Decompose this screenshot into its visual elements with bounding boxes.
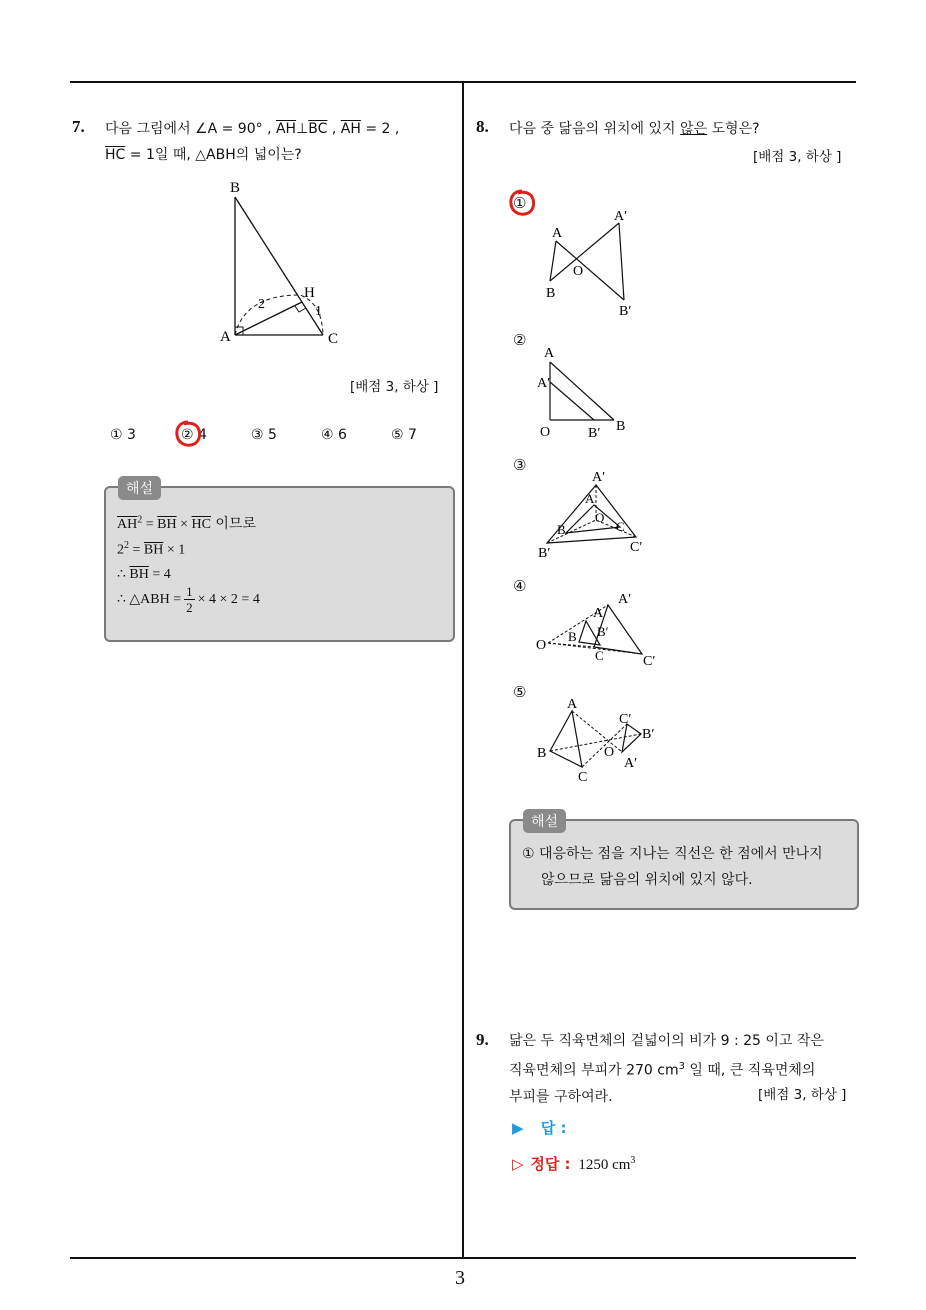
q9-answer-row: [512, 1117, 772, 1138]
q7-solution-line1: $\overline{AH}^2 = \overline{BH} \times \overline{HC}$ 이므로: [117, 514, 256, 532]
svg-text:C′: C′: [630, 540, 643, 555]
svg-text:A: A: [544, 346, 555, 361]
q8-fig3: [530, 465, 655, 565]
q8-solution-line2: 않으므로 닮음의 위치에 있지 않다.: [541, 872, 753, 888]
q8-fig2: [530, 340, 640, 440]
q8-solution-tag: 해설: [523, 809, 566, 833]
svg-text:B: B: [616, 419, 626, 434]
q8-option-4-mark[interactable]: ④: [513, 577, 527, 595]
q9-correct-answer-row: ▷ 정답 : 1250 $cm^3$: [512, 1155, 636, 1173]
q9-correct-value: 1250 cm: [578, 1157, 631, 1173]
q8-option-1-mark[interactable]: ①: [513, 194, 527, 212]
svg-text:C′: C′: [643, 654, 656, 669]
q8-fig4: [530, 585, 660, 675]
q8-number: 8.: [476, 117, 489, 136]
q8-score: [배점 3, 하상 ]: [753, 149, 842, 165]
q7-score: [배점 3, 하상 ]: [350, 379, 439, 395]
svg-text:B′: B′: [619, 304, 632, 319]
svg-text:B′: B′: [538, 546, 551, 561]
q9-correct-label: 정답 :: [530, 1155, 571, 1173]
svg-text:O: O: [595, 510, 605, 525]
svg-text:A: A: [593, 606, 604, 621]
q8-solution-line1: ① 대응하는 점을 지나는 직선은 한 점에서 만나지: [522, 846, 823, 862]
svg-text:A: A: [585, 491, 595, 506]
q9-line1: 닮은 두 직육면체의 겉넓이의 비가 9 : 25 이고 작은: [509, 1033, 824, 1049]
bottom-rule: [70, 1257, 856, 1259]
q7-choice-1[interactable]: ① 3: [110, 427, 136, 443]
q7-label-B: B: [230, 180, 241, 196]
svg-text:A′: A′: [624, 756, 638, 771]
q7-solution-box: [104, 486, 455, 642]
q8-fig5: [530, 695, 665, 790]
svg-text:A′: A′: [537, 376, 551, 391]
svg-text:B: B: [557, 522, 566, 537]
svg-text:C: C: [595, 648, 604, 663]
svg-text:C: C: [616, 519, 625, 534]
q7-selected-mark: [172, 418, 204, 450]
q9-line2: 직육면체의 부피가 270 $cm^3$ 일 때, 큰 직육면체의: [509, 1061, 816, 1079]
column-divider: [462, 83, 464, 1258]
q7-choice-3[interactable]: ③ 5: [251, 427, 277, 443]
q7-label-C: C: [328, 331, 339, 347]
q7-label-A: A: [220, 329, 231, 345]
q7-triangle-figure: [200, 175, 360, 355]
q7-choice-4[interactable]: ④ 6: [321, 427, 347, 443]
q7-number: 7.: [72, 117, 85, 136]
svg-text:B: B: [537, 746, 547, 761]
q8-fig1: [540, 205, 650, 320]
svg-text:A: A: [552, 226, 563, 241]
q9-score: [배점 3, 하상 ]: [758, 1087, 847, 1103]
page-number: 3: [455, 1267, 465, 1289]
q9-answer-label: 답 :: [540, 1119, 567, 1137]
q9-number: 9.: [476, 1030, 489, 1049]
q7-label-len-1: 1: [315, 304, 322, 319]
svg-text:C′: C′: [619, 712, 632, 727]
q8-question-text: 다음 중 닮음의 위치에 있지 않은 도형은?: [509, 121, 760, 137]
svg-text:B: B: [546, 286, 556, 301]
q7-line1: 다음 그림에서 ∠A = 90° , $\overline{AH}\perp\overline{BC}$ , $\overline{AH} = 2$ ,: [105, 121, 400, 137]
q8-option-5-mark[interactable]: ⑤: [513, 683, 527, 701]
svg-text:B: B: [568, 629, 577, 644]
q7-label-H: H: [304, 285, 315, 301]
q7-solution-line2: $2^2 = \overline{BH} \times 1$: [117, 540, 186, 558]
correct-arrow-icon: ▷: [512, 1155, 524, 1173]
q8-option-3-mark[interactable]: ③: [513, 456, 527, 474]
svg-text:A′: A′: [614, 209, 628, 224]
q7-choice-2[interactable]: ② 4: [181, 427, 207, 443]
q7-line2: $\overline{HC} = 1$일 때, △ABH의 넓이는?: [105, 147, 302, 163]
svg-text:C: C: [578, 770, 588, 785]
q8-selected-mark: [506, 187, 538, 219]
q8-option-2-mark[interactable]: ②: [513, 331, 527, 349]
svg-text:O: O: [536, 638, 547, 653]
q7-solution-line3: ∴ $\overline{BH} = 4$: [117, 567, 171, 582]
q7-question-text: [105, 116, 445, 168]
q9-line3: 부피를 구하여라.: [509, 1088, 613, 1105]
svg-text:A′: A′: [618, 592, 632, 607]
q7-choice-5[interactable]: ⑤ 7: [391, 427, 417, 443]
svg-text:O: O: [573, 264, 584, 279]
svg-text:B′: B′: [597, 624, 609, 639]
q7-label-len-2: 2: [258, 297, 265, 312]
svg-text:O: O: [540, 425, 551, 440]
svg-text:A′: A′: [592, 470, 606, 485]
answer-arrow-icon: ▶: [512, 1119, 524, 1137]
svg-text:B′: B′: [642, 727, 655, 742]
q7-solution-tag: 해설: [118, 476, 161, 500]
svg-text:B′: B′: [588, 426, 601, 440]
svg-text:A: A: [567, 697, 578, 712]
svg-text:O: O: [604, 745, 615, 760]
q7-solution-line4: ∴ △ABH = $\frac{1}{2}$ × 4 × 2 = 4: [117, 584, 260, 615]
